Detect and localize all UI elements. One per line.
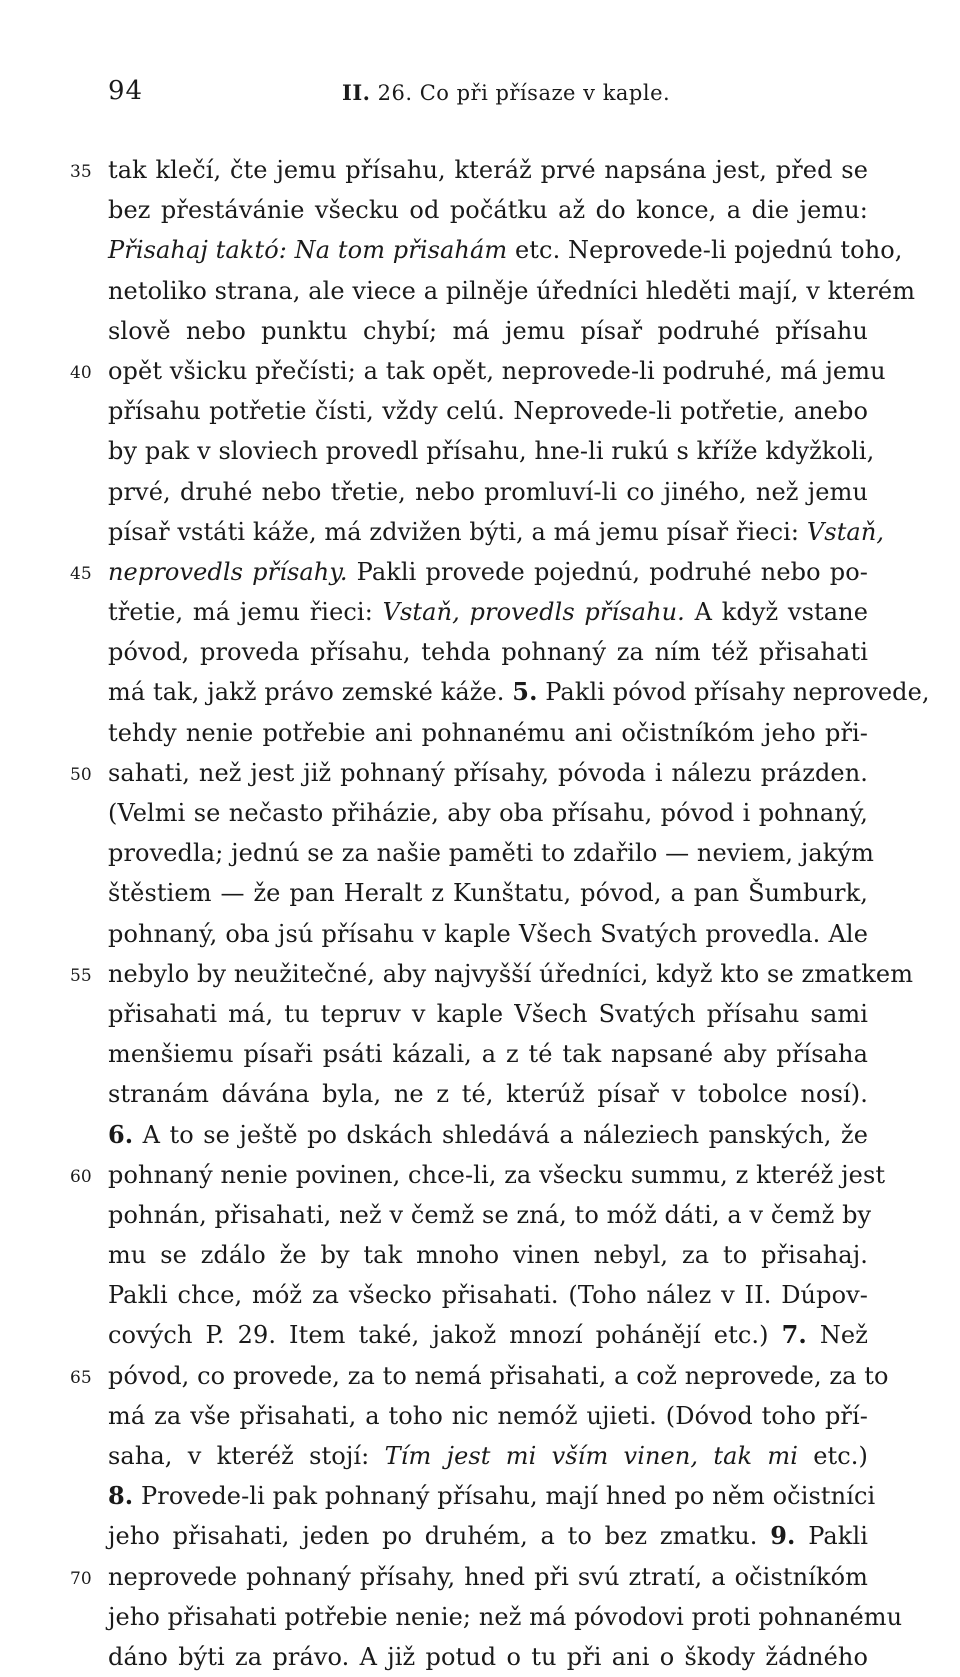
text-line: [108, 1235, 868, 1275]
line-text: menšiemu písaři psáti kázali, a z té tak napsané aby přísaha: [108, 1040, 868, 1069]
line-text: stranám dávána byla, ne z té, kterúž písař v tobolce nosí).: [108, 1080, 868, 1109]
line-text: A to se ještě po dskách shledává a náleziech panských, že: [133, 1120, 868, 1149]
text-line: [108, 431, 875, 471]
line-text: přísahu potřetie čísti, vždy celú. Neprovede-li potřetie, anebo: [108, 397, 868, 426]
text-line: [108, 1396, 868, 1436]
line-text: saha, v kteréž stojí:: [108, 1442, 385, 1470]
line-number: 70: [70, 1568, 92, 1589]
line-text: cových P. 29. Item také, jakož mnozí pohánějí etc.): [108, 1321, 782, 1350]
text-line: [108, 1597, 903, 1637]
line-text: netoliko strana, ale viece a pilněje úředníci hleděti mají, v kterém: [108, 276, 916, 305]
line-number: 45: [70, 563, 92, 584]
line-text: Provede-li pak pohnaný přísahu, mají hned po něm očistníci: [133, 1482, 876, 1511]
line-text: přisahati má, tu tepruv v kaple Všech Svatých přísahu sami: [108, 999, 868, 1028]
text-line: [70, 351, 886, 391]
bold-marker: 7.: [781, 1320, 807, 1350]
line-text: póvod, co provede, za to nemá přisahati, a což neprovede, za to: [108, 1361, 889, 1390]
text-line: [108, 632, 868, 672]
text-line: [108, 713, 868, 753]
page-header: [108, 76, 868, 116]
line-text: písař vstáti káže, má zdvižen býti, a má jemu písař řieci:: [108, 517, 807, 546]
running-head-title: 26. Co při přísaze v kaple.: [377, 81, 671, 105]
line-text: etc. Neprovede-li pojednú toho,: [507, 236, 903, 265]
line-number: 50: [70, 764, 92, 785]
italic-text: Přisahaj taktó: Na tom přisahám: [108, 236, 508, 265]
text-line: [108, 914, 868, 954]
line-text: má tak, jakž právo zemské káže.: [108, 678, 513, 707]
line-text: pohnaný, oba jsú přísahu v kaple Všech Svatých provedla. Ale: [108, 919, 868, 948]
text-line: [108, 391, 868, 431]
bold-marker: 6.: [108, 1119, 134, 1149]
line-text: A když vstane: [684, 598, 868, 627]
line-text: štěstiem — že pan Heralt z Kunštatu, póvod, a pan Šumburk,: [108, 879, 868, 908]
italic-text: Tím jest mi vším vinen, tak mi: [384, 1442, 798, 1470]
line-text: Pakli chce, móž za všecko přisahati. (Toho nález v II. Dúpov-: [108, 1281, 868, 1310]
text-line: [70, 753, 868, 793]
line-text: tehdy nenie potřebie ani pohnanému ani očistníkóm jeho při-: [108, 718, 868, 747]
text-line: [108, 672, 930, 712]
text-line: [108, 1115, 868, 1155]
text-line: [108, 1195, 872, 1235]
text-line: [108, 873, 868, 913]
italic-text: Vstaň,: [806, 517, 885, 546]
running-head-section: II.: [342, 80, 371, 105]
line-text: má za vše přisahati, a toho nic nemóž ujieti. (Dóvod toho pří-: [108, 1401, 868, 1430]
text-line: [108, 230, 903, 270]
text-line: [108, 994, 868, 1034]
text-line: [70, 552, 868, 592]
text-line: [108, 1315, 868, 1355]
text-line: [70, 954, 914, 994]
text-line: [70, 1155, 886, 1195]
line-text: pohnaný nenie povinen, chce-li, za všecku summu, z kteréž jest: [108, 1160, 886, 1189]
line-text: bez přestávánie všecku od počátku až do konce, a die jemu:: [108, 196, 868, 225]
line-number: 65: [70, 1367, 92, 1388]
line-text: mu se zdálo že by tak mnoho vinen nebyl, za to přisahaj.: [108, 1241, 868, 1270]
text-line: [108, 1034, 868, 1074]
line-number: 35: [70, 162, 92, 182]
line-text: pohnán, přisahati, než v čemž se zná, to móž dáti, a v čemž by: [108, 1200, 872, 1229]
line-text: opět všicku přečísti; a tak opět, neprovede-li podruhé, má jemu: [108, 356, 886, 385]
line-text: Pakli póvod přísahy neprovede,: [537, 678, 930, 707]
text-line: [108, 793, 868, 833]
line-text: Než: [806, 1321, 868, 1350]
line-text: provedla; jednú se za našie paměti to zdařilo — neviem, jakým: [108, 839, 874, 868]
text-line: [108, 1637, 868, 1677]
bold-marker: 5.: [512, 677, 538, 707]
text-line: [70, 1356, 889, 1396]
text-line: [70, 1557, 868, 1597]
body-text: [70, 150, 930, 1677]
text-line: [108, 311, 868, 351]
line-text: póvod, proveda přísahu, tehda pohnaný za ním též přisahati: [108, 638, 868, 667]
line-text: třetie, má jemu řieci:: [108, 598, 383, 627]
text-line: [108, 190, 868, 230]
line-text: jeho přisahati potřebie nenie; než má póvodovi proti pohnanému: [108, 1602, 903, 1631]
italic-text: Vstaň, provedls přísahu.: [382, 598, 685, 627]
text-line: [108, 1275, 868, 1315]
line-text: Pakli provede pojednú, podruhé nebo po-: [347, 557, 868, 586]
line-number: 40: [70, 362, 92, 383]
line-text: sahati, než jest již pohnaný přísahy, póvoda i nálezu prázden.: [108, 758, 868, 787]
line-number: 60: [70, 1166, 92, 1187]
text-line: [108, 592, 868, 632]
text-line: [108, 1516, 868, 1556]
bold-marker: 8.: [108, 1481, 134, 1511]
text-line: [70, 150, 868, 190]
line-text: Pakli: [795, 1522, 868, 1551]
text-line: [108, 271, 916, 311]
line-text: by pak v sloviech provedl přísahu, hne-li rukú s kříže kdyžkoli,: [108, 437, 875, 466]
page-number: 94: [108, 76, 144, 106]
bold-marker: 9.: [770, 1521, 796, 1551]
running-head: [342, 80, 670, 105]
text-line: [108, 1074, 868, 1114]
text-line: [108, 1436, 868, 1476]
line-text: etc.): [797, 1442, 868, 1470]
line-text: (Velmi se nečasto přiházie, aby oba přísahu, póvod i pohnaný,: [108, 799, 868, 827]
line-number: 55: [70, 965, 92, 986]
line-text: neprovede pohnaný přísahy, hned při svú ztratí, a očistníkóm: [108, 1562, 868, 1591]
line-text: nebylo by neužitečné, aby najvyšší úředníci, když kto se zmatkem: [108, 959, 914, 988]
line-text: tak klečí, čte jemu přísahu, kteráž prvé napsána jest, před se: [108, 156, 868, 184]
italic-text: neprovedls přísahy.: [108, 557, 348, 586]
line-text: dáno býti za právo. A již potud o tu při ani o škody žádného: [108, 1642, 868, 1671]
text-line: [108, 472, 868, 512]
text-line: [108, 1476, 876, 1516]
line-text: prvé, druhé nebo třetie, nebo promluví-li co jiného, než jemu: [108, 477, 868, 506]
line-text: slově nebo punktu chybí; má jemu písař podruhé přísahu: [108, 316, 868, 345]
line-text: jeho přisahati, jeden po druhém, a to bez zmatku.: [108, 1522, 771, 1551]
text-line: [108, 833, 874, 873]
text-line: [108, 512, 885, 552]
